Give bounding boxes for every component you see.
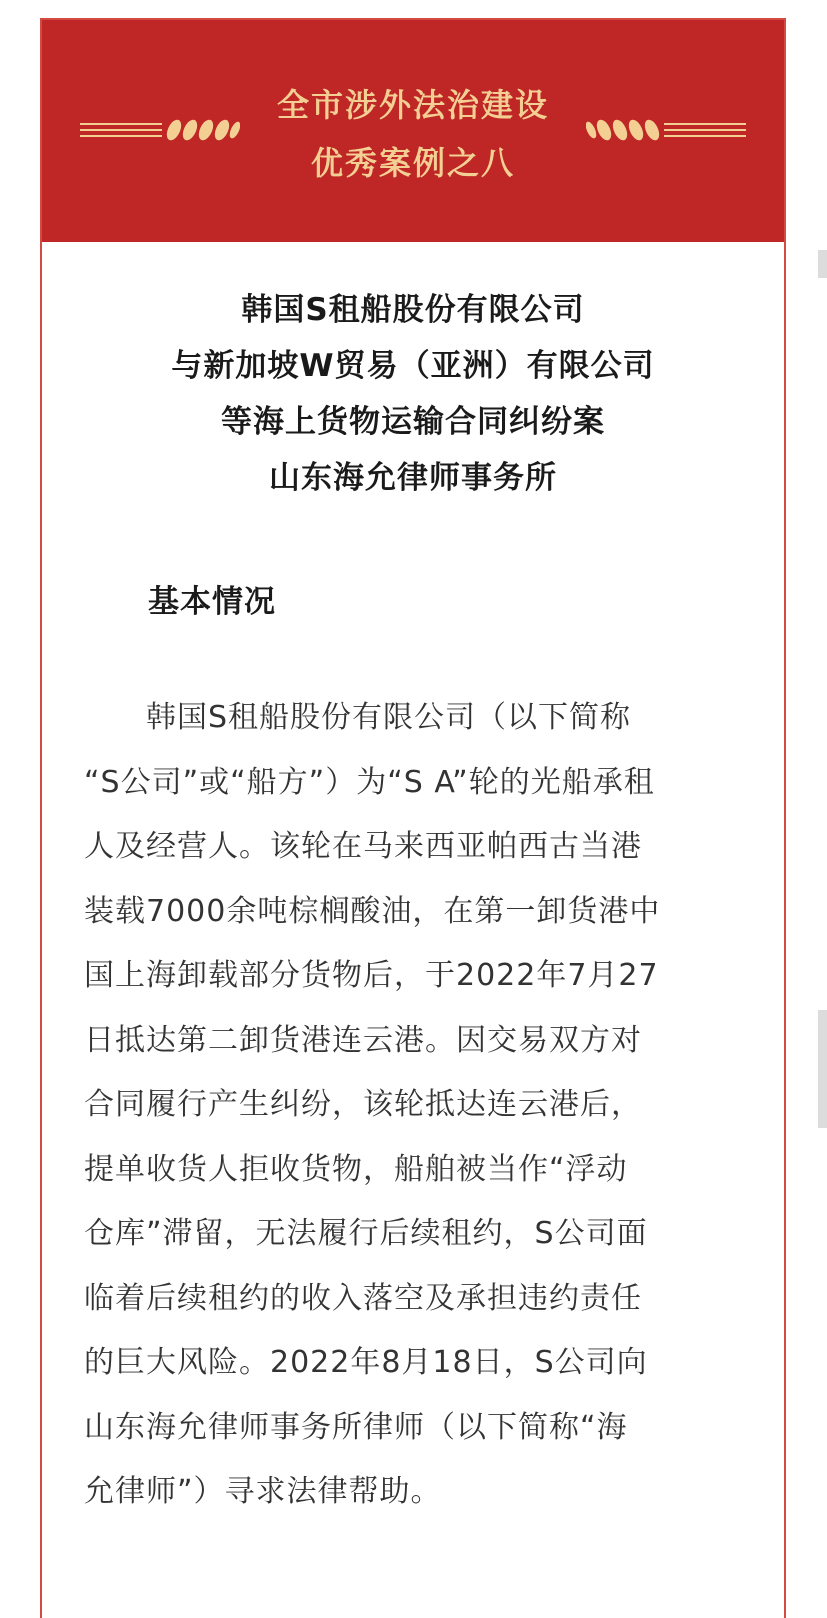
case-title-line: 等海上货物运输合同纠纷案 — [221, 404, 605, 440]
body-line: 提单收货人拒收货物，船舶被当作“浮动 — [84, 1151, 628, 1187]
body-line: 装载7000余吨棕榈酸油，在第一卸货港中 — [84, 893, 661, 929]
scrollbar-marker[interactable] — [818, 250, 827, 278]
body-line: 国上海卸载部分货物后，于2022年7月27 — [84, 958, 659, 993]
body-line: 仓库”滞留，无法履行后续租约，S公司面 — [84, 1216, 648, 1251]
body-line: 允律师”）寻求法律帮助。 — [84, 1474, 442, 1509]
body-line: 人及经营人。该轮在马来西亚帕西古当港 — [84, 829, 642, 864]
banner-title-line-2: 优秀案例之八 — [310, 144, 515, 182]
section-heading: 基本情况 — [148, 584, 276, 620]
body-line: 山东海允律师事务所律师（以下简称“海 — [84, 1409, 628, 1445]
body-line: “S公司”或“船方”）为“S A”轮的光船承租 — [84, 764, 655, 800]
body-line: 合同履行产生纠纷，该轮抵达连云港后， — [84, 1087, 642, 1122]
body-line: 韩国S租船股份有限公司（以下简称 — [146, 700, 632, 735]
case-title-line: 与新加坡W贸易（亚洲）有限公司 — [171, 348, 655, 384]
body-line: 的巨大风险。2022年8月18日，S公司向 — [84, 1345, 648, 1380]
case-title — [42, 282, 784, 506]
body-line: 日抵达第二卸货港连云港。因交易双方对 — [84, 1022, 642, 1058]
wheat-ear-right-icon — [586, 110, 746, 152]
scrollbar-thumb[interactable] — [818, 1010, 827, 1128]
section-body — [84, 686, 724, 1525]
case-title-line: 韩国S租船股份有限公司 — [241, 292, 585, 328]
body-line: 临着后续租约的收入落空及承担违约责任 — [84, 1280, 642, 1316]
case-title-line: 山东海允律师事务所 — [269, 460, 557, 496]
article-card — [40, 18, 786, 1618]
header-banner — [42, 20, 784, 242]
banner-title-line-1: 全市涉外法治建设 — [276, 86, 549, 124]
